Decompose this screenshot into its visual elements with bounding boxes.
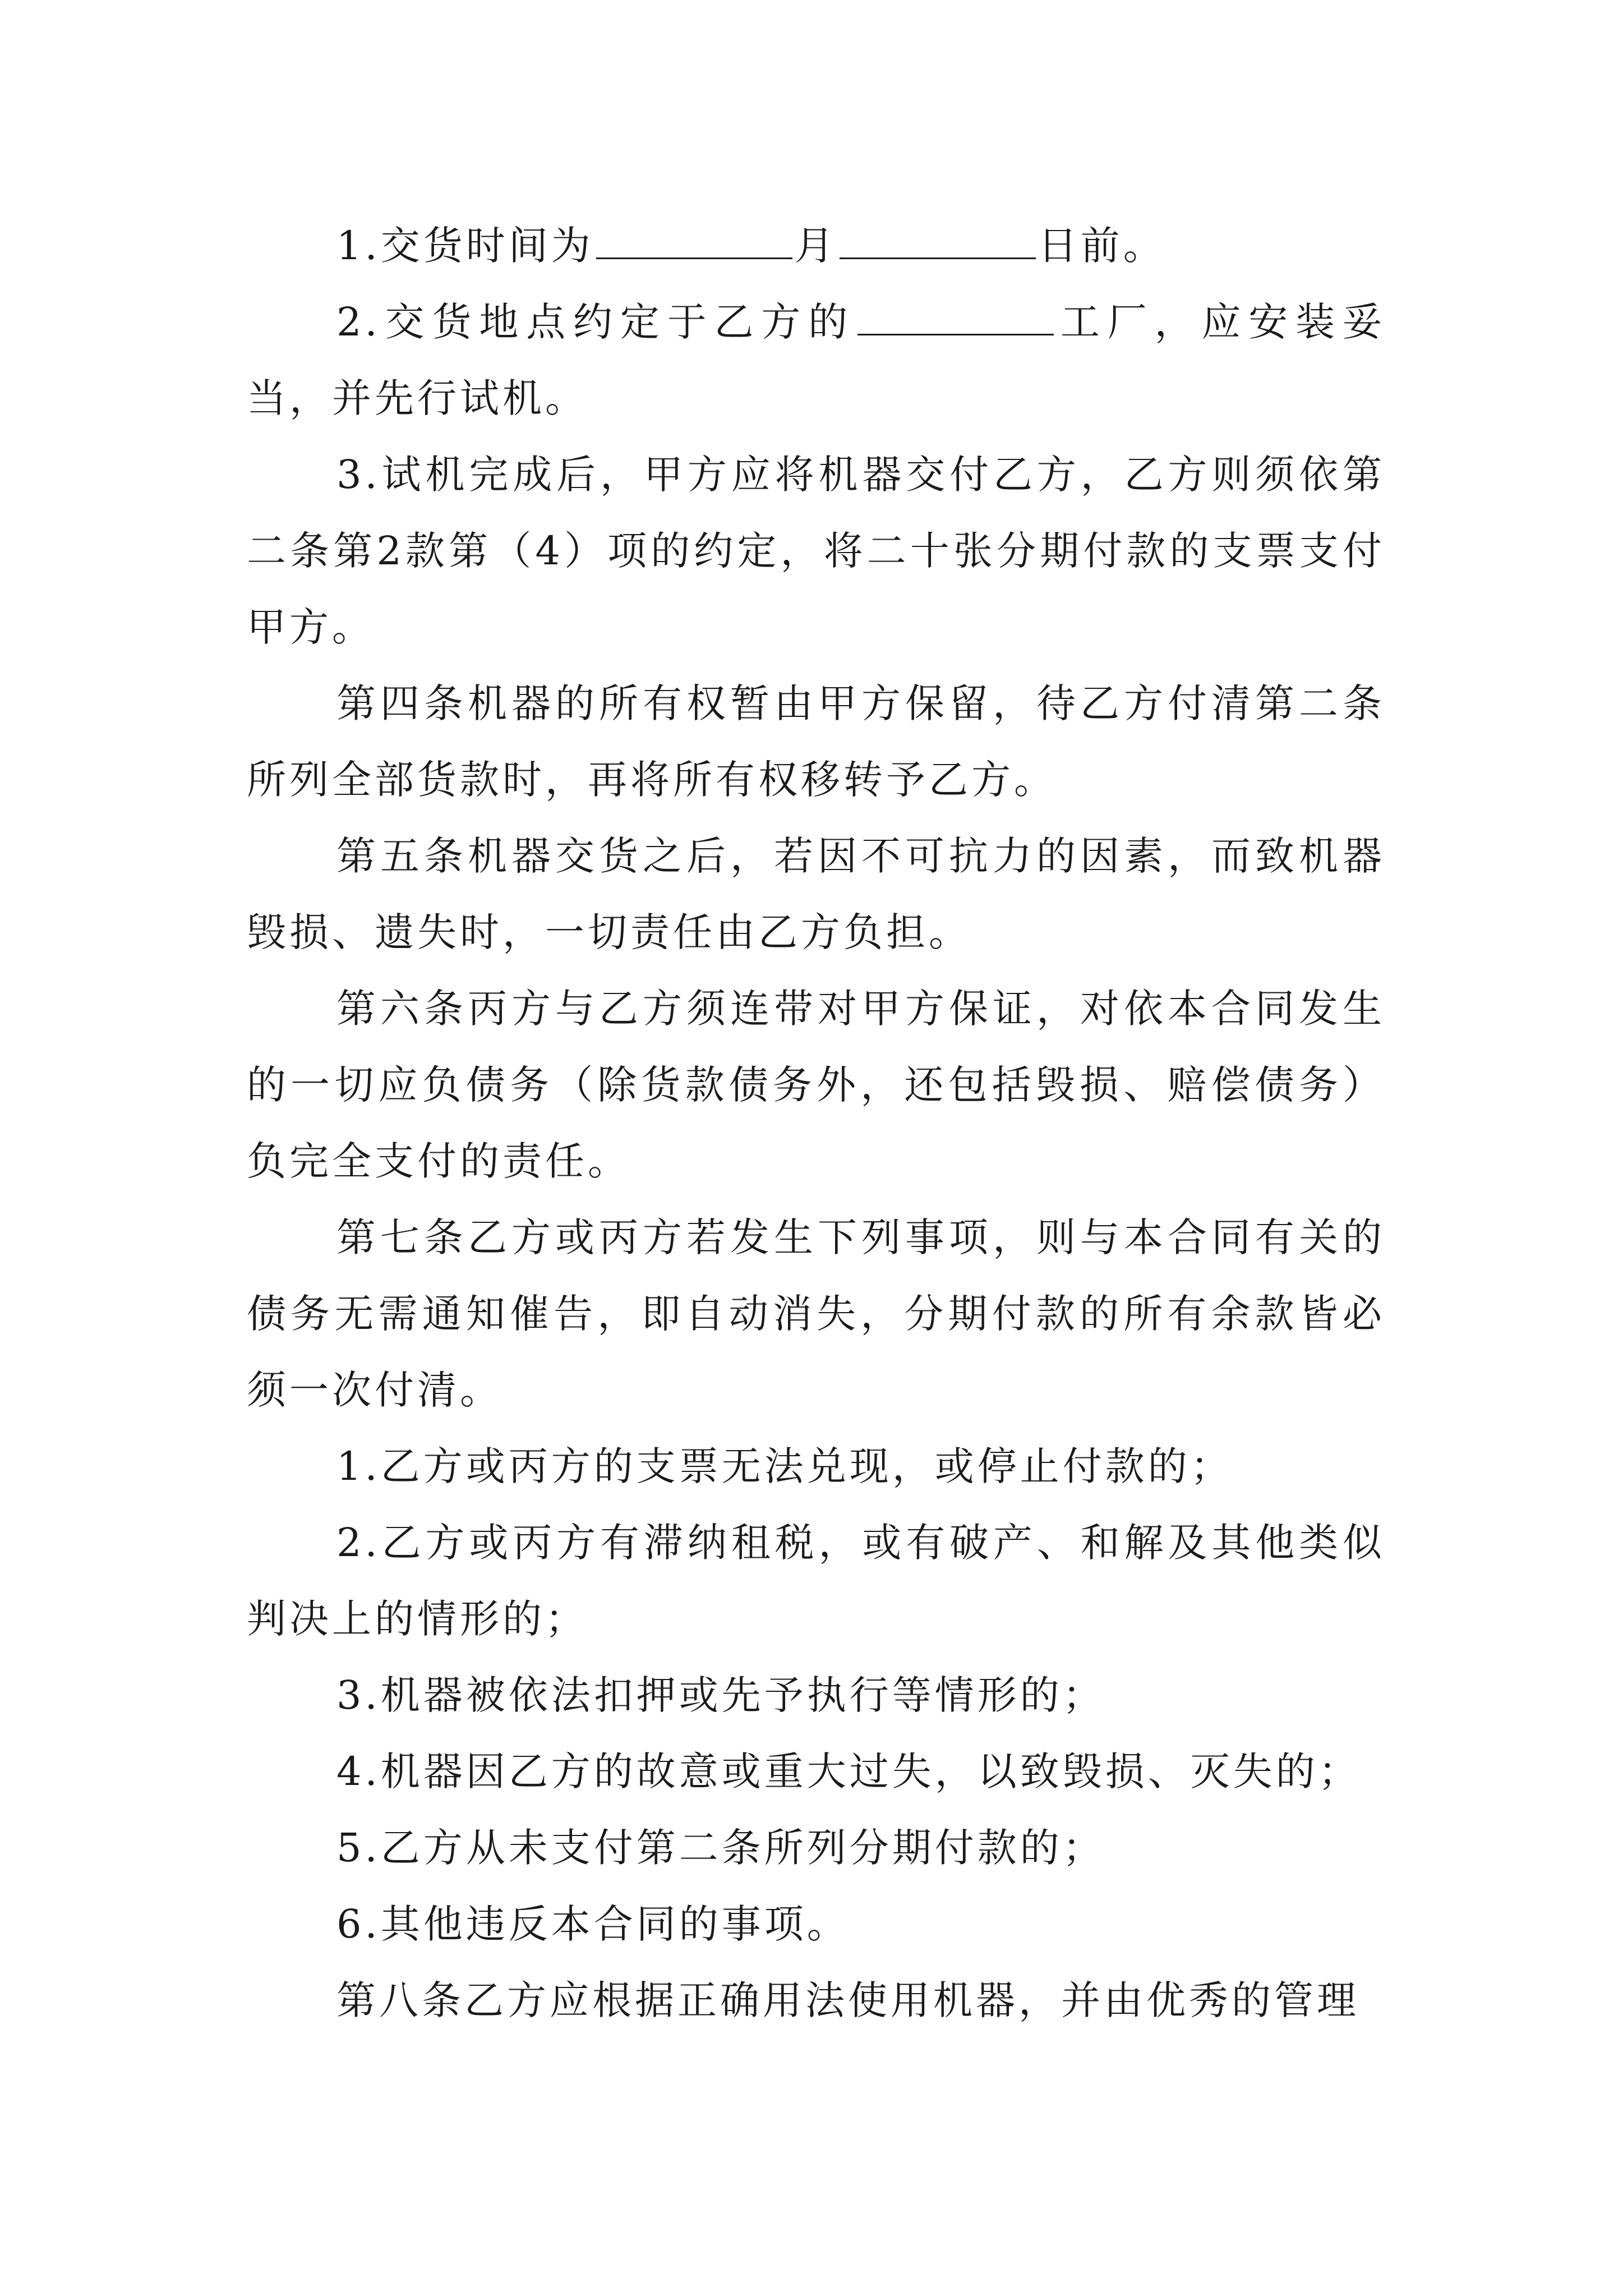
- clause-text: 日前。: [1038, 223, 1166, 269]
- clause-7-item-6: 6.其他违反本合同的事项。: [336, 1901, 850, 1947]
- fill-in-blank-day[interactable]: [840, 218, 1036, 259]
- clause-7-item-3: 3.机器被依法扣押或先予执行等情形的；: [336, 1672, 1105, 1718]
- clause-5: 第五条机器交货之后，若因不可抗力的因素，而致机器毁损、遗失时，一切责任由乙方负担。: [247, 833, 1385, 955]
- contract-body: [247, 208, 1385, 2039]
- clause-text: 2.交货地点约定于乙方的: [336, 299, 856, 345]
- clause-7: 第七条乙方或丙方若发生下列事项，则与本合同有关的债务无需通知催告，即自动消失，分期付款的所有余款皆必须一次付清。: [247, 1214, 1385, 1413]
- clause-text: 1.交货时间为: [336, 223, 594, 269]
- fill-in-blank-month[interactable]: [596, 218, 792, 259]
- clause-7-item-4: 4.机器因乙方的故意或重大过失，以致毁损、灭失的；: [336, 1749, 1361, 1795]
- clause-text: 月: [794, 223, 837, 269]
- clause-8: 第八条乙方应根据正确用法使用机器，并由优秀的管理: [336, 1977, 1359, 2023]
- clause-3-item-3: 3.试机完成后，甲方应将机器交付乙方，乙方则须依第二条第2款第（4）项的约定，将二十张分期付款的支票支付甲方。: [247, 452, 1385, 650]
- clause-text: 工厂，应安装妥当，并先行试机。: [247, 299, 1385, 421]
- clause-7-item-1: 1.乙方或丙方的支票无法兑现，或停止付款的；: [336, 1443, 1233, 1489]
- clause-4: 第四条机器的所有权暂由甲方保留，待乙方付清第二条所列全部货款时，再将所有权移转予乙方。: [247, 680, 1385, 803]
- fill-in-blank-factory[interactable]: [857, 295, 1054, 335]
- clause-7-item-5: 5.乙方从未支付第二条所列分期付款的；: [336, 1825, 1105, 1871]
- clause-3-item-1: [247, 208, 1385, 284]
- clause-3-item-2: [247, 284, 1385, 436]
- clause-7-item-2: 2.乙方或丙方有滞纳租税，或有破产、和解及其他类似判决上的情形的；: [247, 1520, 1385, 1642]
- clause-6: 第六条丙方与乙方须连带对甲方保证，对依本合同发生的一切应负债务（除货款债务外，还包括毁损、赔偿债务）负完全支付的责任。: [247, 986, 1385, 1184]
